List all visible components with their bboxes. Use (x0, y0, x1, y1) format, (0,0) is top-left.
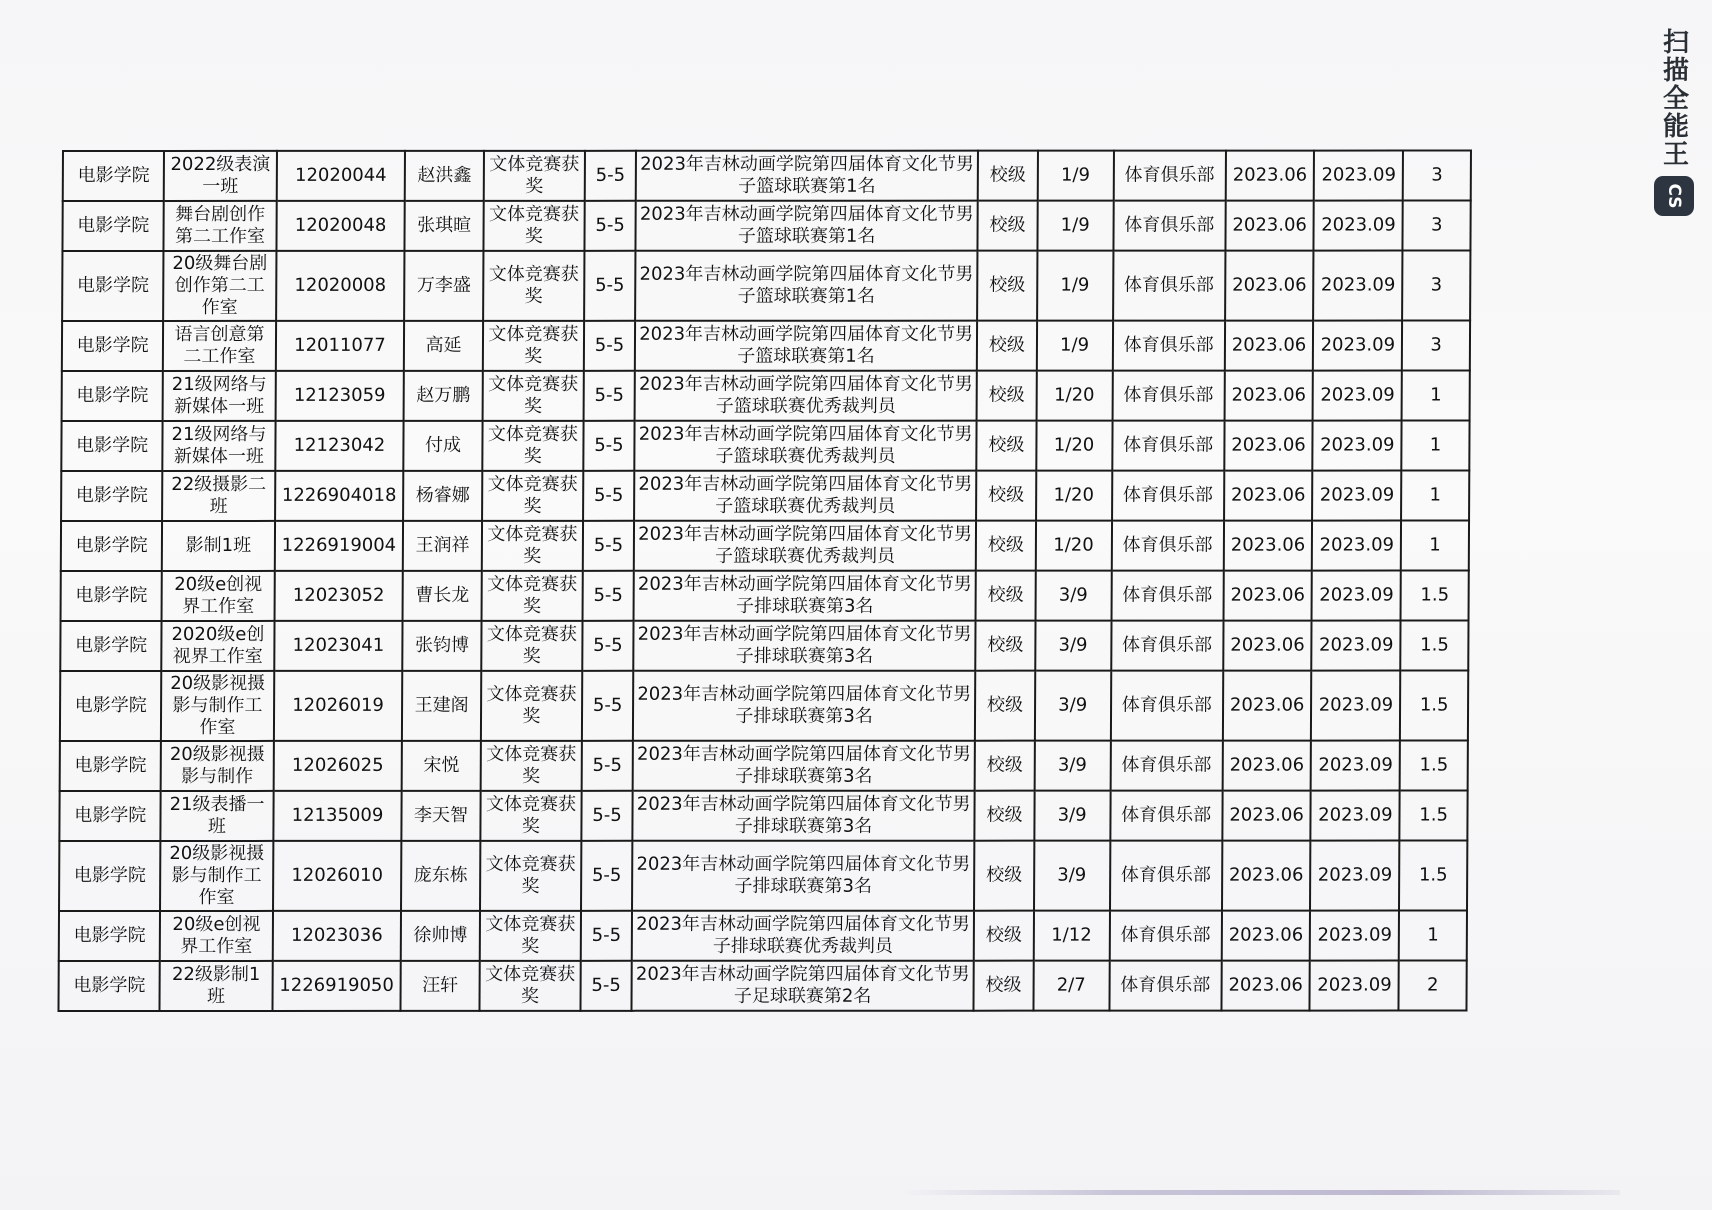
rank-cell: 3/9 (1034, 741, 1110, 791)
code-cell: 5-5 (585, 151, 636, 201)
category-cell: 文体竞赛获奖 (480, 791, 582, 841)
score-cell: 1 (1401, 521, 1469, 571)
category-cell: 文体竞赛获奖 (480, 741, 582, 791)
rank-cell: 1/9 (1036, 321, 1112, 371)
score-cell: 1.5 (1400, 791, 1468, 841)
name-cell: 曹长龙 (403, 571, 481, 621)
rank-cell: 3/9 (1034, 791, 1110, 841)
award-cell: 2023年吉林动画学院第四届体育文化节男子篮球联赛优秀裁判员 (634, 471, 977, 521)
name-cell: 张琪暄 (405, 201, 483, 251)
table-row (59, 911, 1467, 961)
end-date-cell: 2023.09 (1311, 791, 1400, 841)
category-cell: 文体竞赛获奖 (483, 321, 585, 371)
college-cell: 电影学院 (59, 911, 161, 961)
table-row (60, 621, 1468, 671)
name-cell: 付成 (404, 421, 482, 471)
student-id-cell: 12026010 (273, 841, 402, 911)
start-date-cell: 2023.06 (1225, 251, 1314, 321)
end-date-cell: 2023.09 (1313, 321, 1402, 371)
table-row (60, 671, 1468, 741)
award-cell: 2023年吉林动画学院第四届体育文化节男子篮球联赛第1名 (635, 251, 978, 321)
department-cell: 体育俱乐部 (1113, 201, 1225, 251)
award-cell: 2023年吉林动画学院第四届体育文化节男子篮球联赛第1名 (635, 201, 978, 251)
start-date-cell: 2023.06 (1223, 571, 1312, 621)
end-date-cell: 2023.09 (1311, 741, 1400, 791)
name-cell: 高延 (404, 321, 482, 371)
award-cell: 2023年吉林动画学院第四届体育文化节男子排球联赛第3名 (633, 621, 976, 671)
code-cell: 5-5 (583, 521, 634, 571)
award-cell: 2023年吉林动画学院第四届体育文化节男子排球联赛第3名 (633, 571, 976, 621)
table-row (59, 841, 1467, 911)
code-cell: 5-5 (583, 421, 634, 471)
rank-cell: 1/9 (1037, 151, 1113, 201)
level-cell: 校级 (977, 371, 1036, 421)
department-cell: 体育俱乐部 (1111, 671, 1223, 741)
department-cell: 体育俱乐部 (1111, 571, 1223, 621)
rank-cell: 1/20 (1036, 421, 1112, 471)
name-cell: 王建阁 (402, 671, 481, 741)
code-cell: 5-5 (584, 321, 635, 371)
camscanner-logo-icon: CS (1654, 176, 1694, 216)
start-date-cell: 2023.06 (1222, 791, 1311, 841)
level-cell: 校级 (975, 671, 1035, 741)
college-cell: 电影学院 (58, 961, 160, 1011)
level-cell: 校级 (977, 321, 1036, 371)
start-date-cell: 2023.06 (1223, 671, 1312, 741)
start-date-cell: 2023.06 (1224, 371, 1313, 421)
code-cell: 5-5 (582, 621, 633, 671)
rank-cell: 2/7 (1033, 961, 1109, 1011)
level-cell: 校级 (975, 791, 1034, 841)
award-cell: 2023年吉林动画学院第四届体育文化节男子篮球联赛优秀裁判员 (634, 421, 977, 471)
college-cell: 电影学院 (61, 471, 163, 521)
department-cell: 体育俱乐部 (1112, 371, 1224, 421)
department-cell: 体育俱乐部 (1109, 961, 1221, 1011)
class-cell: 2020级e创视界工作室 (162, 621, 274, 671)
level-cell: 校级 (978, 151, 1037, 201)
score-cell: 1 (1399, 911, 1467, 961)
class-cell: 舞台剧创作第二工作室 (164, 201, 276, 251)
department-cell: 体育俱乐部 (1110, 841, 1222, 911)
score-cell: 3 (1402, 321, 1470, 371)
end-date-cell: 2023.09 (1312, 521, 1401, 571)
class-cell: 20级影视摄影与制作 (161, 741, 273, 791)
department-cell: 体育俱乐部 (1112, 321, 1224, 371)
level-cell: 校级 (974, 961, 1033, 1011)
score-cell: 1 (1402, 371, 1470, 421)
class-cell: 20级舞台剧创作第二工作室 (164, 251, 276, 321)
awards-table (57, 150, 1471, 1013)
award-cell: 2023年吉林动画学院第四届体育文化节男子排球联赛第3名 (632, 841, 975, 911)
score-cell: 3 (1402, 251, 1470, 321)
class-cell: 20级影视摄影与制作工作室 (160, 841, 272, 911)
category-cell: 文体竞赛获奖 (482, 421, 584, 471)
category-cell: 文体竞赛获奖 (481, 671, 583, 741)
end-date-cell: 2023.09 (1314, 251, 1403, 321)
score-cell: 1.5 (1400, 671, 1468, 741)
department-cell: 体育俱乐部 (1111, 521, 1223, 571)
student-id-cell: 12123059 (275, 371, 404, 421)
score-cell: 2 (1399, 961, 1467, 1011)
table-row (62, 201, 1470, 251)
level-cell: 校级 (976, 621, 1035, 671)
awards-table-wrapper (57, 150, 1471, 1013)
class-cell: 22级摄影二班 (163, 471, 275, 521)
table-row (63, 151, 1471, 201)
end-date-cell: 2023.09 (1313, 471, 1402, 521)
student-id-cell: 12023052 (274, 571, 403, 621)
start-date-cell: 2023.06 (1222, 741, 1311, 791)
start-date-cell: 2023.06 (1223, 521, 1312, 571)
table-row (61, 521, 1469, 571)
end-date-cell: 2023.09 (1310, 911, 1399, 961)
category-cell: 文体竞赛获奖 (483, 151, 585, 201)
student-id-cell: 12011077 (275, 321, 404, 371)
college-cell: 电影学院 (61, 521, 163, 571)
end-date-cell: 2023.09 (1312, 621, 1401, 671)
table-row (61, 471, 1469, 521)
name-cell: 汪轩 (401, 961, 479, 1011)
college-cell: 电影学院 (62, 371, 164, 421)
level-cell: 校级 (976, 571, 1035, 621)
student-id-cell: 1226919050 (272, 961, 401, 1011)
end-date-cell: 2023.09 (1312, 571, 1401, 621)
name-cell: 庞东栋 (401, 841, 480, 911)
class-cell: 21级表播一班 (161, 791, 273, 841)
code-cell: 5-5 (582, 791, 633, 841)
college-cell: 电影学院 (62, 321, 164, 371)
award-cell: 2023年吉林动画学院第四届体育文化节男子篮球联赛优秀裁判员 (634, 371, 977, 421)
score-cell: 1 (1401, 471, 1469, 521)
rank-cell: 3/9 (1035, 621, 1111, 671)
code-cell: 5-5 (583, 471, 634, 521)
code-cell: 5-5 (581, 841, 632, 911)
award-cell: 2023年吉林动画学院第四届体育文化节男子篮球联赛优秀裁判员 (634, 521, 977, 571)
score-cell: 3 (1403, 201, 1471, 251)
name-cell: 李天智 (402, 791, 480, 841)
code-cell: 5-5 (583, 571, 634, 621)
level-cell: 校级 (974, 841, 1034, 911)
student-id-cell: 12020044 (276, 151, 405, 201)
rank-cell: 1/20 (1036, 371, 1112, 421)
name-cell: 徐帅博 (401, 911, 479, 961)
student-id-cell: 12023041 (274, 621, 403, 671)
class-cell: 21级网络与新媒体一班 (163, 421, 275, 471)
score-cell: 1 (1402, 421, 1470, 471)
end-date-cell: 2023.09 (1310, 841, 1399, 911)
table-row (61, 571, 1469, 621)
start-date-cell: 2023.06 (1224, 471, 1313, 521)
student-id-cell: 12020008 (276, 251, 405, 321)
college-cell: 电影学院 (63, 151, 165, 201)
rank-cell: 1/12 (1033, 911, 1109, 961)
student-id-cell: 1226904018 (275, 471, 404, 521)
code-cell: 5-5 (585, 201, 636, 251)
end-date-cell: 2023.09 (1311, 671, 1400, 741)
award-cell: 2023年吉林动画学院第四届体育文化节男子篮球联赛第1名 (636, 151, 979, 201)
student-id-cell: 12023036 (272, 911, 401, 961)
department-cell: 体育俱乐部 (1110, 791, 1222, 841)
start-date-cell: 2023.06 (1221, 911, 1310, 961)
end-date-cell: 2023.09 (1314, 201, 1403, 251)
student-id-cell: 12026025 (273, 741, 402, 791)
student-id-cell: 1226919004 (274, 521, 403, 571)
watermark-text: 扫描全能王 (1658, 28, 1689, 168)
award-cell: 2023年吉林动画学院第四届体育文化节男子排球联赛优秀裁判员 (632, 911, 975, 961)
college-cell: 电影学院 (59, 791, 161, 841)
student-id-cell: 12026019 (273, 671, 402, 741)
rank-cell: 3/9 (1034, 671, 1110, 741)
level-cell: 校级 (974, 911, 1033, 961)
category-cell: 文体竞赛获奖 (480, 841, 582, 911)
student-id-cell: 12123042 (275, 421, 404, 471)
student-id-cell: 12135009 (273, 791, 402, 841)
category-cell: 文体竞赛获奖 (483, 201, 585, 251)
student-id-cell: 12020048 (276, 201, 405, 251)
department-cell: 体育俱乐部 (1112, 471, 1224, 521)
class-cell: 20级影视摄影与制作工作室 (161, 671, 273, 741)
department-cell: 体育俱乐部 (1111, 621, 1223, 671)
end-date-cell: 2023.09 (1314, 151, 1403, 201)
table-row (60, 741, 1468, 791)
award-cell: 2023年吉林动画学院第四届体育文化节男子篮球联赛第1名 (635, 321, 978, 371)
rank-cell: 3/9 (1035, 571, 1111, 621)
class-cell: 22级影制1班 (160, 961, 272, 1011)
award-cell: 2023年吉林动画学院第四届体育文化节男子排球联赛第3名 (633, 671, 976, 741)
awards-table-body (58, 151, 1470, 1012)
college-cell: 电影学院 (59, 841, 161, 911)
college-cell: 电影学院 (60, 621, 162, 671)
level-cell: 校级 (977, 421, 1036, 471)
level-cell: 校级 (978, 201, 1037, 251)
category-cell: 文体竞赛获奖 (481, 571, 583, 621)
table-row (62, 321, 1470, 371)
class-cell: 影制1班 (162, 521, 274, 571)
code-cell: 5-5 (584, 371, 635, 421)
class-cell: 20级e创视界工作室 (162, 571, 274, 621)
category-cell: 文体竞赛获奖 (481, 621, 583, 671)
category-cell: 文体竞赛获奖 (479, 911, 581, 961)
table-row (59, 791, 1467, 841)
award-cell: 2023年吉林动画学院第四届体育文化节男子排球联赛第3名 (632, 791, 975, 841)
class-cell: 2022级表演一班 (164, 151, 276, 201)
code-cell: 5-5 (584, 251, 635, 321)
level-cell: 校级 (977, 251, 1037, 321)
category-cell: 文体竞赛获奖 (479, 961, 581, 1011)
name-cell: 赵万鹏 (404, 371, 482, 421)
end-date-cell: 2023.09 (1310, 961, 1399, 1011)
start-date-cell: 2023.06 (1225, 201, 1314, 251)
score-cell: 1.5 (1401, 621, 1469, 671)
start-date-cell: 2023.06 (1224, 421, 1313, 471)
start-date-cell: 2023.06 (1225, 151, 1314, 201)
start-date-cell: 2023.06 (1222, 841, 1311, 911)
score-cell: 1.5 (1401, 571, 1469, 621)
page-bottom-edge (900, 1190, 1620, 1195)
level-cell: 校级 (975, 741, 1034, 791)
college-cell: 电影学院 (62, 201, 164, 251)
rank-cell: 1/20 (1035, 521, 1111, 571)
table-row (62, 251, 1470, 321)
award-cell: 2023年吉林动画学院第四届体育文化节男子足球联赛第2名 (631, 961, 974, 1011)
score-cell: 1.5 (1400, 741, 1468, 791)
award-cell: 2023年吉林动画学院第四届体育文化节男子排球联赛第3名 (633, 741, 976, 791)
score-cell: 3 (1403, 151, 1471, 201)
college-cell: 电影学院 (61, 421, 163, 471)
table-row (61, 421, 1469, 471)
rank-cell: 1/9 (1037, 201, 1113, 251)
end-date-cell: 2023.09 (1313, 371, 1402, 421)
class-cell: 21级网络与新媒体一班 (163, 371, 275, 421)
end-date-cell: 2023.09 (1313, 421, 1402, 471)
code-cell: 5-5 (582, 671, 633, 741)
name-cell: 赵洪鑫 (405, 151, 483, 201)
rank-cell: 1/20 (1036, 471, 1112, 521)
department-cell: 体育俱乐部 (1109, 911, 1221, 961)
name-cell: 杨睿娜 (404, 471, 482, 521)
department-cell: 体育俱乐部 (1113, 151, 1225, 201)
name-cell: 张钧博 (403, 621, 481, 671)
score-cell: 1.5 (1399, 841, 1467, 911)
table-row (58, 961, 1466, 1011)
rank-cell: 1/9 (1037, 251, 1113, 321)
code-cell: 5-5 (582, 741, 633, 791)
code-cell: 5-5 (581, 911, 632, 961)
college-cell: 电影学院 (61, 571, 163, 621)
name-cell: 万李盛 (405, 251, 484, 321)
start-date-cell: 2023.06 (1225, 321, 1314, 371)
table-row (62, 371, 1470, 421)
category-cell: 文体竞赛获奖 (483, 251, 585, 321)
scanner-watermark (1652, 28, 1696, 216)
college-cell: 电影学院 (60, 741, 162, 791)
category-cell: 文体竞赛获奖 (482, 471, 584, 521)
department-cell: 体育俱乐部 (1112, 421, 1224, 471)
category-cell: 文体竞赛获奖 (481, 521, 583, 571)
category-cell: 文体竞赛获奖 (482, 371, 584, 421)
college-cell: 电影学院 (62, 251, 164, 321)
name-cell: 王润祥 (403, 521, 481, 571)
class-cell: 语言创意第二工作室 (163, 321, 275, 371)
department-cell: 体育俱乐部 (1110, 741, 1222, 791)
level-cell: 校级 (976, 471, 1035, 521)
name-cell: 宋悦 (402, 741, 480, 791)
rank-cell: 3/9 (1034, 841, 1110, 911)
college-cell: 电影学院 (60, 671, 162, 741)
start-date-cell: 2023.06 (1223, 621, 1312, 671)
level-cell: 校级 (976, 521, 1035, 571)
code-cell: 5-5 (581, 961, 632, 1011)
start-date-cell: 2023.06 (1221, 961, 1310, 1011)
department-cell: 体育俱乐部 (1113, 251, 1225, 321)
class-cell: 20级e创视界工作室 (160, 911, 272, 961)
